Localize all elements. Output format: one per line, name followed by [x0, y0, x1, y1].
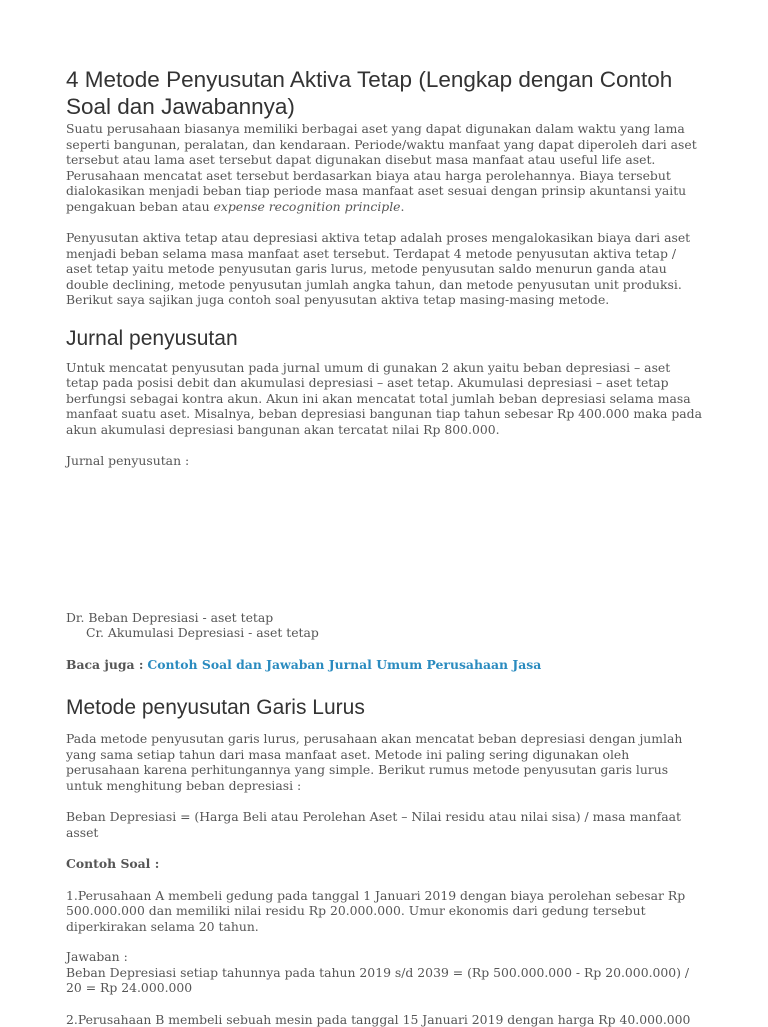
- read-also-label: Baca juga :: [66, 657, 143, 672]
- intro-paragraph-1: [66, 121, 706, 214]
- intro-p1-end: .: [401, 199, 405, 214]
- intro-p1-italic: expense recognition principle: [214, 199, 401, 214]
- intro-paragraph-2: Penyusutan aktiva tetap atau depresiasi aktiva tetap adalah proses mengalokasikan biaya dari aset menjadi beban selama masa manfaat aset tersebut. Terdapat 4 metode penyusutan aktiva tetap / aset tetap yaitu metode penyusutan garis lurus, metode penyusutan saldo menurun ganda atau double declining, metode penyusutan jumlah angka tahun, dan metode penyusutan unit produksi. Berikut saya sajikan juga contoh soal penyusutan aktiva tetap masing-masing metode.: [66, 230, 706, 308]
- question-1: 1.Perusahaan A membeli gedung pada tanggal 1 Januari 2019 dengan biaya perolehan sebesar Rp 500.000.000 dan memiliki nilai residu Rp 20.000.000. Umur ekonomis dari gedung tersebut diperkirakan selama 20 tahun.: [66, 888, 706, 935]
- intro-p1-text: Suatu perusahaan biasanya memiliki berbagai aset yang dapat digunakan dalam waktu yang lama seperti bangunan, peralatan, dan kendaraan. Periode/waktu manfaat yang dapat diperoleh dari aset tersebut atau lama aset tersebut dapat digunakan disebut masa manfaat atau useful life aset. Perusahaan mencatat aset tersebut berdasarkan biaya atau harga perolehannya. Biaya tersebut dialokasikan menjadi beban tiap periode masa manfaat aset sesuai dengan prinsip akuntansi yaitu pengakuan beban atau: [66, 121, 697, 214]
- read-also-link[interactable]: Contoh Soal dan Jawaban Jurnal Umum Perusahaan Jasa: [147, 657, 541, 672]
- jurnal-paragraph: Untuk mencatat penyusutan pada jurnal umum di gunakan 2 akun yaitu beban depresiasi – aset tetap pada posisi debit dan akumulasi depresiasi – aset tetap. Akumulasi depresiasi – aset tetap berfungsi sebagai kontra akun. Akun ini akan mencatat total jumlah beban depresiasi selama masa manfaat suatu aset. Misalnya, beban depresiasi bangunan tiap tahun sebesar Rp 400.000 maka pada akun akumulasi depresiasi bangunan akan tercatat nilai Rp 800.000.: [66, 360, 706, 438]
- article-title: 4 Metode Penyusutan Aktiva Tetap (Lengkap dengan Contoh Soal dan Jawabannya): [66, 66, 706, 120]
- example-label: Contoh Soal :: [66, 856, 706, 872]
- journal-image-placeholder: [66, 469, 706, 604]
- journal-credit-line: Cr. Akumulasi Depresiasi - aset tetap: [66, 625, 706, 641]
- section-heading-garis-lurus: Metode penyusutan Garis Lurus: [66, 695, 706, 721]
- answer-1: Beban Depresiasi setiap tahunnya pada tahun 2019 s/d 2039 = (Rp 500.000.000 - Rp 20.000.000) / 20 = Rp 24.000.000: [66, 965, 706, 996]
- answer-label: Jawaban :: [66, 949, 706, 965]
- question-2: 2.Perusahaan B membeli sebuah mesin pada tanggal 15 Januari 2019 dengan harga Rp 40.000.000: [66, 1012, 706, 1027]
- read-also: [66, 657, 706, 673]
- garis-lurus-paragraph: Pada metode penyusutan garis lurus, perusahaan akan mencatat beban depresiasi dengan jumlah yang sama setiap tahun dari masa manfaat aset. Metode ini paling sering digunakan oleh perusahaan karena perhitungannya yang simple. Berikut rumus metode penyusutan garis lurus untuk menghitung beban depresiasi :: [66, 731, 706, 793]
- journal-debit-line: Dr. Beban Depresiasi - aset tetap: [66, 610, 706, 626]
- jurnal-label: Jurnal penyusutan :: [66, 453, 706, 469]
- article-body: [66, 66, 706, 1027]
- formula-text: Beban Depresiasi = (Harga Beli atau Perolehan Aset – Nilai residu atau nilai sisa) / masa manfaat asset: [66, 809, 706, 840]
- section-heading-jurnal: Jurnal penyusutan: [66, 326, 706, 352]
